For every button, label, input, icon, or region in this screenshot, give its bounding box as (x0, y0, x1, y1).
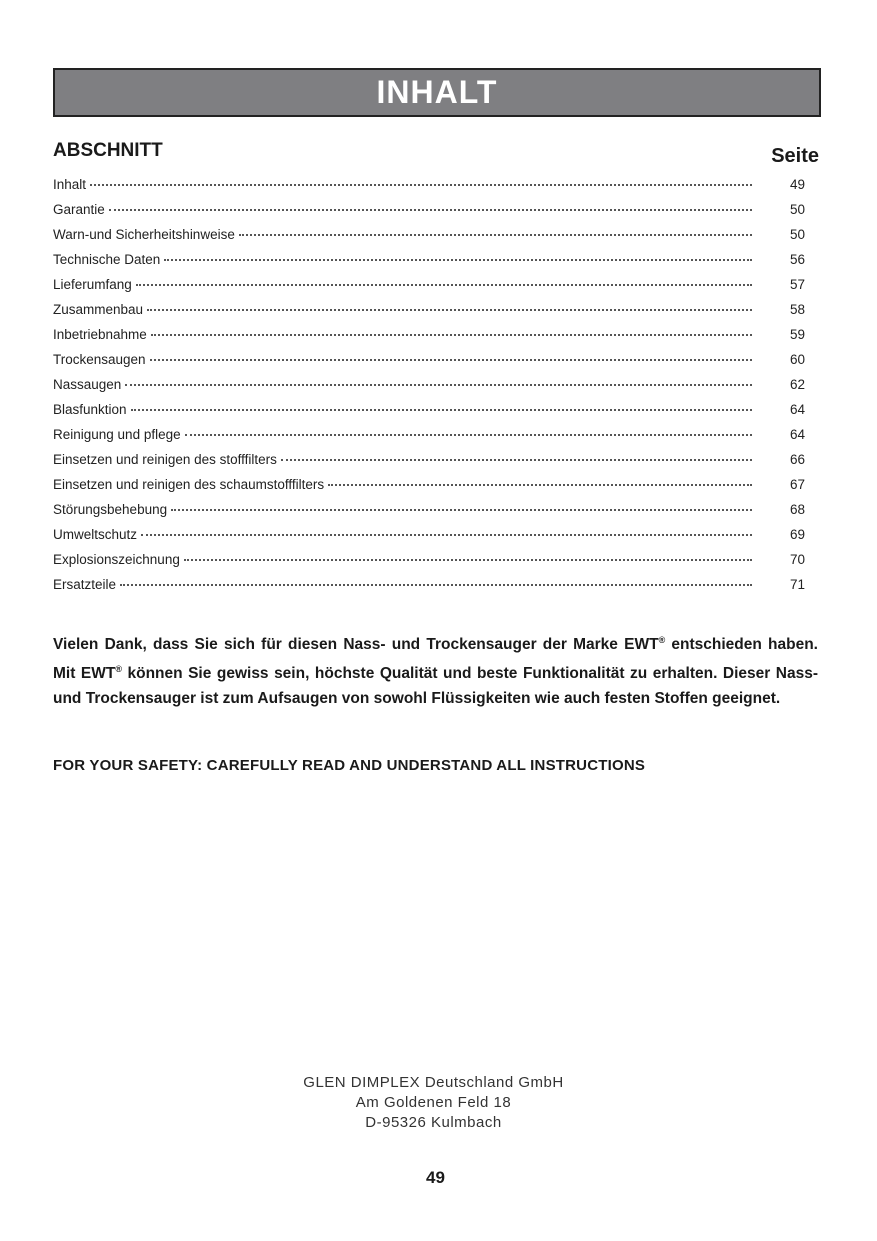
toc-entry-label: Nassaugen (53, 377, 122, 392)
toc-entry (53, 277, 805, 302)
dot-leader (136, 283, 752, 286)
toc-entry-label: Inhalt (53, 177, 87, 192)
toc-entry-label: Einsetzen und reinigen des schaumstofffilters (53, 477, 325, 492)
dot-leader (164, 258, 752, 261)
registered-mark: ® (658, 635, 666, 645)
toc-entry-label: Störungsbehebung (53, 502, 168, 517)
toc-entry-label: Technische Daten (53, 252, 161, 267)
toc-entry-page: 64 (789, 402, 805, 417)
toc-entry-page: 49 (789, 177, 805, 192)
toc-entry-page: 68 (789, 502, 805, 517)
dot-leader (141, 533, 752, 536)
toc-entry (53, 427, 805, 452)
toc-entry-page: 70 (789, 552, 805, 567)
toc-entry (53, 577, 805, 602)
intro-text-1: Vielen Dank, dass Sie sich für diesen Nass- und Trockensauger der Marke EWT (53, 636, 659, 654)
dot-leader (90, 183, 752, 186)
dot-leader (239, 233, 752, 236)
intro-text-3: können Sie gewiss sein, höchste Qualität und beste Funktionalität zu erhalten. Dieser Nass- und Trockensauger ist zum Aufsaugen von sowohl Flüssigkeiten wie auch festen Stoffen geeignet. (53, 665, 818, 708)
toc-entry-label: Zusammenbau (53, 302, 144, 317)
dot-leader (120, 583, 752, 586)
dot-leader (151, 333, 752, 336)
toc-entry-page: 69 (789, 527, 805, 542)
toc-entry (53, 252, 805, 277)
toc-entry (53, 227, 805, 252)
toc-entry-label: Garantie (53, 202, 105, 217)
toc-entry-label: Umweltschutz (53, 527, 138, 542)
page-number: 49 (426, 1168, 445, 1187)
toc-entry (53, 477, 805, 502)
toc-entry (53, 352, 805, 377)
toc-entry-label: Explosionszeichnung (53, 552, 180, 567)
toc-entry-page: 67 (789, 477, 805, 492)
street-address: Am Goldenen Feld 18 (355, 1094, 512, 1111)
toc-entry-page: 60 (789, 352, 805, 367)
toc-entry-page: 62 (789, 377, 805, 392)
toc-entry (53, 377, 805, 402)
toc-entry-label: Ersatzteile (53, 577, 117, 592)
page-title: INHALT (376, 74, 498, 110)
dot-leader (184, 558, 752, 561)
section-column-heading: ABSCHNITT (53, 140, 163, 161)
company-name: GLEN DIMPLEX Deutschland GmbH (303, 1074, 564, 1091)
dot-leader (185, 433, 752, 436)
toc-entry-page: 57 (789, 277, 805, 292)
toc-entry (53, 202, 805, 227)
dot-leader (109, 208, 752, 211)
registered-mark: ® (115, 664, 122, 675)
dot-leader (328, 483, 752, 486)
table-of-contents (53, 177, 805, 602)
toc-entry-label: Warn-und Sicherheitshinweise (53, 227, 235, 242)
toc-entry-label: Reinigung und pflege (53, 427, 181, 442)
dot-leader (131, 408, 752, 411)
toc-entry (53, 452, 805, 477)
toc-entry-label: Einsetzen und reinigen des stofffilters (53, 452, 277, 467)
dot-leader (281, 458, 752, 461)
company-address (0, 1073, 867, 1133)
safety-notice: FOR YOUR SAFETY: CAREFULLY READ AND UNDERSTAND ALL INSTRUCTIONS (53, 757, 646, 774)
toc-entry-page: 58 (789, 302, 805, 317)
dot-leader (125, 383, 752, 386)
city-address: D-95326 Kulmbach (365, 1114, 502, 1131)
toc-entry-label: Blasfunktion (53, 402, 127, 417)
dot-leader (150, 358, 752, 361)
intro-paragraph (53, 628, 818, 711)
toc-entry (53, 302, 805, 327)
toc-entry-page: 50 (789, 227, 805, 242)
toc-entry-label: Inbetriebnahme (53, 327, 147, 342)
toc-entry (53, 402, 805, 427)
toc-entry-label: Trockensaugen (53, 352, 146, 367)
intro-text-2: entschieden haben. Mit EWT (53, 636, 818, 683)
title-banner (53, 68, 821, 117)
toc-entry (53, 552, 805, 577)
dot-leader (171, 508, 752, 511)
toc-entry (53, 177, 805, 202)
dot-leader (147, 308, 752, 311)
toc-entry-label: Lieferumfang (53, 277, 132, 292)
toc-entry-page: 71 (789, 577, 805, 592)
toc-entry (53, 502, 805, 527)
page-column-heading: Seite (771, 145, 819, 167)
toc-entry (53, 327, 805, 352)
toc-entry-page: 50 (789, 202, 805, 217)
toc-entry (53, 527, 805, 552)
toc-entry-page: 56 (789, 252, 805, 267)
toc-entry-page: 59 (789, 327, 805, 342)
toc-entry-page: 66 (789, 452, 805, 467)
toc-entry-page: 64 (789, 427, 805, 442)
